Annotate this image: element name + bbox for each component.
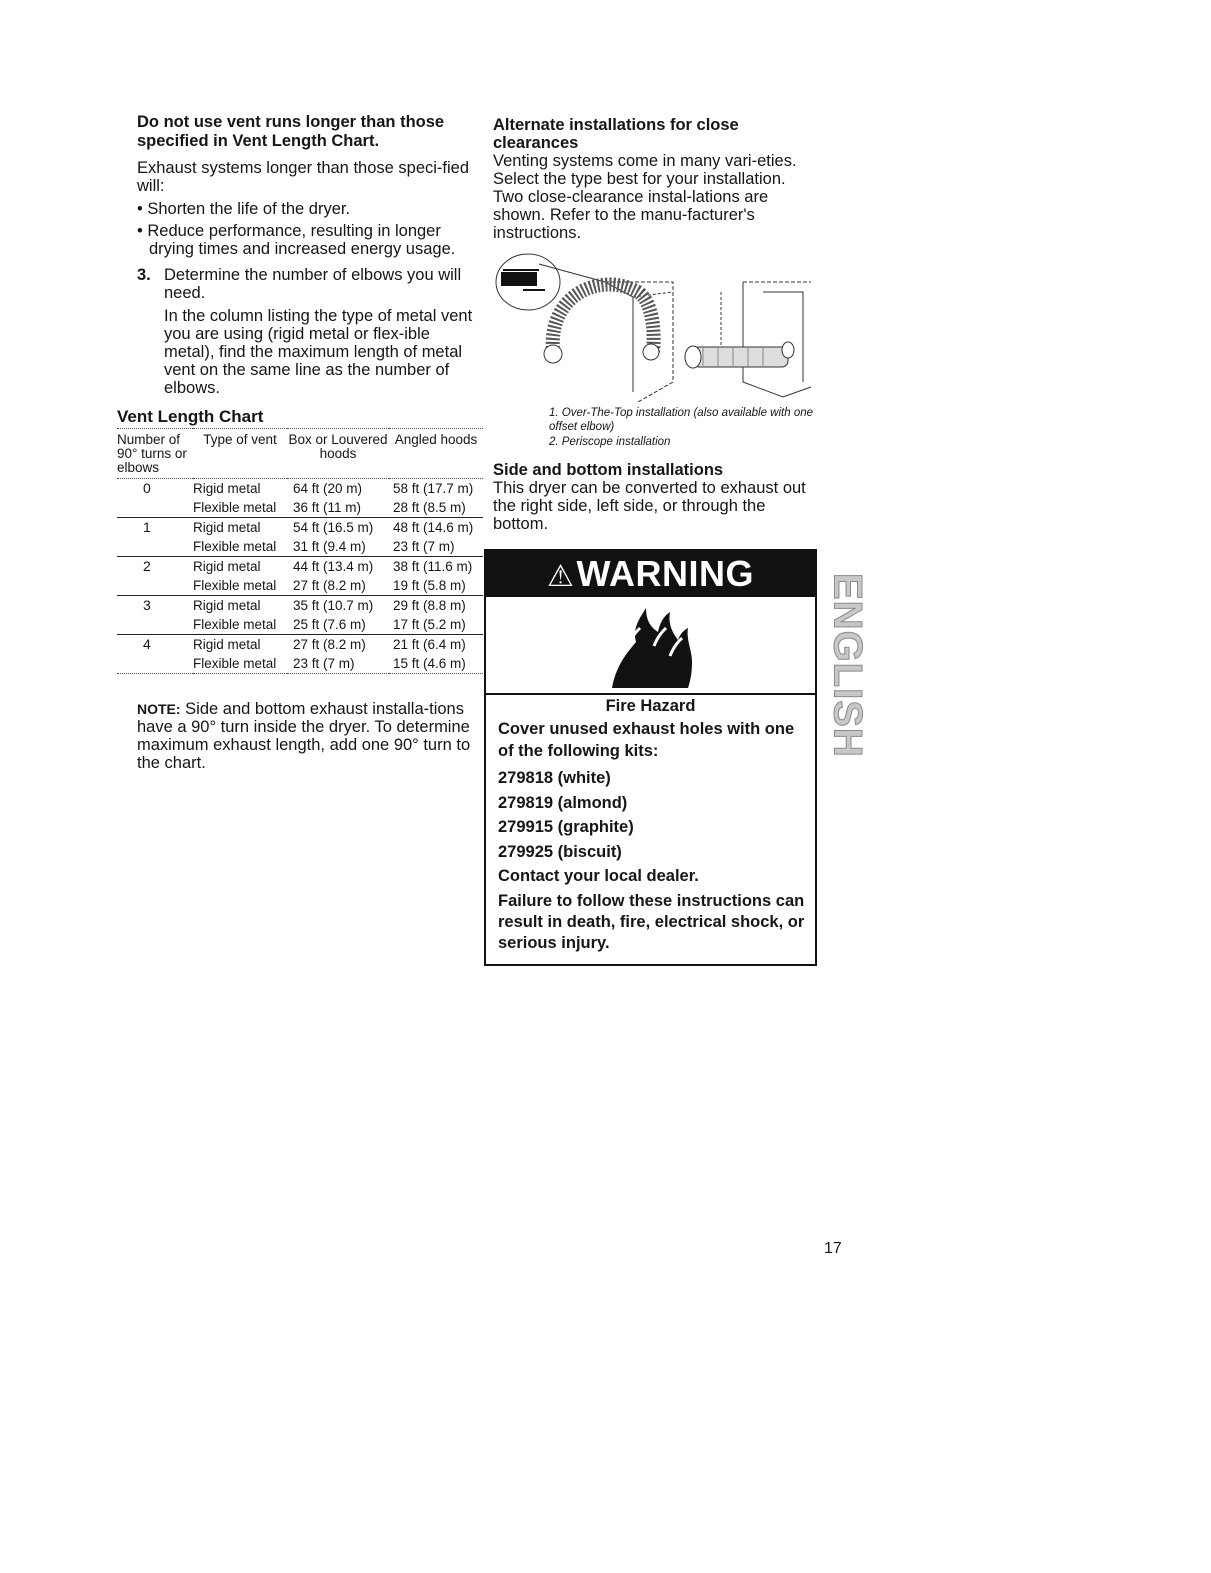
table-cell	[117, 654, 193, 674]
table-cell: Flexible metal	[193, 654, 287, 674]
consequence-list	[137, 200, 483, 258]
side-bottom-text: This dryer can be converted to exhaust out the right side, left side, or through the bottom.	[493, 479, 806, 533]
table-cell	[117, 537, 193, 557]
step-number: 3.	[137, 266, 151, 284]
table-body	[117, 479, 483, 674]
step-3	[137, 266, 483, 397]
table-cell: 23 ft (7 m)	[287, 654, 389, 674]
elbow-icon	[544, 345, 562, 363]
column-header: Box or Louvered hoods	[287, 429, 389, 479]
table-cell: 21 ft (6.4 m)	[393, 637, 466, 652]
kit-item: 279819 (almond)	[498, 793, 628, 812]
table-row	[117, 518, 483, 538]
table-cell: 4	[143, 636, 151, 652]
column-header: Type of vent	[193, 429, 287, 479]
table-cell: 58 ft (17.7 m)	[393, 481, 474, 496]
side-bottom-section	[493, 461, 818, 533]
table-cell: 23 ft (7 m)	[389, 537, 483, 557]
table-cell: Rigid metal	[193, 559, 261, 574]
warning-box	[484, 549, 817, 966]
elbow-icon	[643, 344, 659, 360]
table-cell: 35 ft (10.7 m)	[293, 598, 374, 613]
table-row	[117, 635, 483, 655]
flexible-duct-icon	[553, 285, 654, 353]
list-item: • Shorten the life of the dryer.	[137, 200, 351, 218]
left-column	[117, 113, 483, 772]
table-cell	[117, 498, 193, 518]
table-row	[117, 615, 483, 635]
table-cell: 17 ft (5.2 m)	[389, 615, 483, 635]
table-cell: Rigid metal	[193, 598, 261, 613]
caption-over-the-top: 1. Over-The-Top installation (also available with one offset elbow)	[549, 407, 814, 433]
exhaust-intro: Exhaust systems longer than those speci-fied will:	[137, 159, 470, 195]
alternate-installations-heading: Alternate installations for close clearances	[493, 116, 739, 152]
hazard-title: Fire Hazard	[486, 693, 815, 716]
page-number: 17	[824, 1240, 842, 1257]
fire-icon	[486, 597, 815, 693]
table-cell: 28 ft (8.5 m)	[389, 498, 483, 518]
right-column	[493, 116, 818, 533]
table-cell: 25 ft (7.6 m)	[287, 615, 389, 635]
table-cell: 0	[143, 480, 151, 496]
note-label: NOTE:	[137, 701, 181, 717]
kit-item: 279925 (biscuit)	[498, 842, 622, 861]
table-cell	[117, 615, 193, 635]
illustration-captions	[549, 406, 818, 449]
periscope-duct-icon	[685, 342, 794, 368]
step-text: Determine the number of elbows you will need.	[164, 266, 462, 302]
table-row	[117, 479, 483, 499]
table-cell: Flexible metal	[193, 576, 287, 596]
table-row	[117, 596, 483, 616]
table-cell: 48 ft (14.6 m)	[393, 520, 474, 535]
vent-length-chart	[117, 428, 483, 674]
table-cell: Rigid metal	[193, 637, 261, 652]
alternate-installations-text: Venting systems come in many vari-eties. Select the type best for your installation. Two close-clearance instal-lations are shown. Refer to the manu-facturer's instructions.	[493, 152, 797, 242]
table-cell: Rigid metal	[193, 481, 261, 496]
table-cell: Flexible metal	[193, 615, 287, 635]
side-bottom-heading: Side and bottom installations	[493, 461, 724, 479]
table-cell: 19 ft (5.8 m)	[389, 576, 483, 596]
table-cell: Flexible metal	[193, 537, 287, 557]
language-tab-label: ENGLISH	[825, 572, 870, 758]
table-cell: 27 ft (8.2 m)	[293, 637, 366, 652]
warning-triangle-icon: ⚠	[547, 560, 575, 593]
table-cell	[117, 576, 193, 596]
vent-run-warning-heading: Do not use vent runs longer than those specified in Vent Length Chart.	[137, 113, 445, 150]
list-item: • Reduce performance, resulting in longer drying times and increased energy usage.	[137, 222, 456, 258]
table-row	[117, 498, 483, 518]
warning-text	[486, 716, 815, 964]
table-row	[117, 576, 483, 596]
table-cell: 3	[143, 597, 151, 613]
note	[137, 700, 483, 772]
table-cell: 36 ft (11 m)	[287, 498, 389, 518]
table-header-row	[117, 429, 483, 479]
note-text: Side and bottom exhaust installa-tions have a 90° turn inside the dryer. To determine maximum exhaust length, add one 90° turn to the chart.	[137, 700, 471, 772]
table-cell: 54 ft (16.5 m)	[293, 520, 374, 535]
step-body	[164, 266, 483, 397]
caption-periscope: 2. Periscope installation	[549, 436, 671, 448]
warning-label: WARNING	[576, 553, 754, 594]
table-row	[117, 557, 483, 577]
table-cell: 27 ft (8.2 m)	[287, 576, 389, 596]
table-cell: 1	[143, 519, 151, 535]
table-cell: 15 ft (4.6 m)	[389, 654, 483, 674]
language-tab	[822, 572, 872, 758]
column-header: Number of 90° turns or elbows	[117, 429, 193, 479]
step-detail: In the column listing the type of metal vent you are using (rigid metal or flex-ible metal), find the maximum length of metal vent on the same line as the number of elbows.	[164, 307, 473, 397]
table-row	[117, 654, 483, 674]
table-cell: Flexible metal	[193, 498, 287, 518]
chart-title: Vent Length Chart	[117, 407, 264, 426]
column-header: Angled hoods	[389, 429, 483, 479]
warning-banner	[486, 551, 815, 597]
table-cell: 64 ft (20 m)	[293, 481, 363, 496]
failure-warning: Failure to follow these instructions can result in death, fire, electrical shock, or serious injury.	[498, 891, 805, 952]
table-cell: 38 ft (11.6 m)	[393, 559, 473, 574]
table-cell: 29 ft (8.8 m)	[393, 598, 466, 613]
dryer-outline-icon	[605, 282, 811, 402]
kit-intro: Cover unused exhaust holes with one of the following kits:	[498, 720, 795, 760]
kit-item: 279915 (graphite)	[498, 818, 634, 836]
vent-installation-drawing	[493, 252, 818, 402]
kit-item: 279818 (white)	[498, 769, 611, 787]
table-cell: 31 ft (9.4 m)	[287, 537, 389, 557]
table-cell: 44 ft (13.4 m)	[293, 559, 374, 574]
dealer-line: Contact your local dealer.	[498, 867, 699, 885]
table-row	[117, 537, 483, 557]
table-cell: 2	[143, 558, 151, 574]
table-cell: Rigid metal	[193, 520, 261, 535]
installation-illustration	[493, 252, 818, 402]
